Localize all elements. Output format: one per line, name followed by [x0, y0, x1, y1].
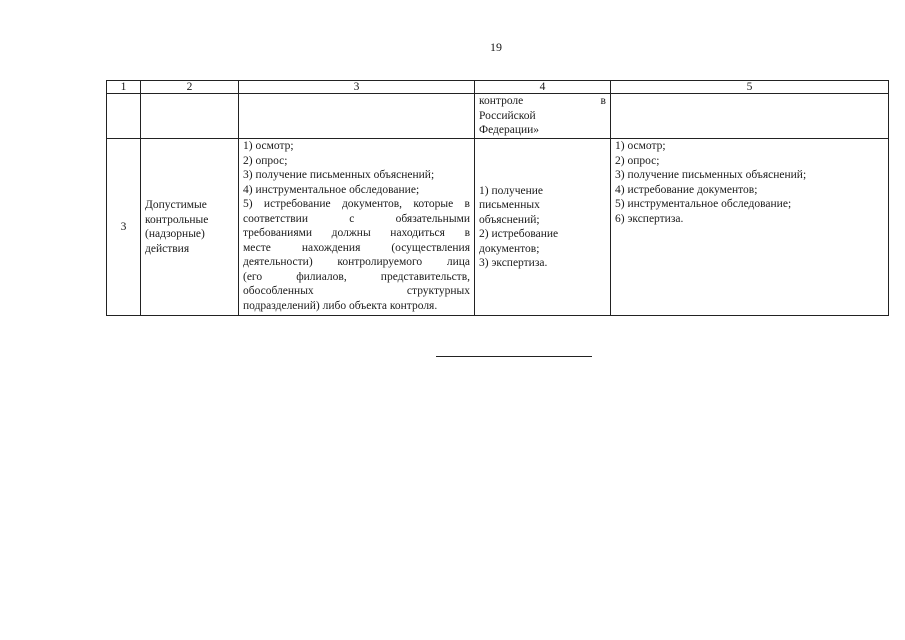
end-separator-line — [436, 356, 592, 357]
list-item: 5) истребование документов, которые в — [243, 198, 470, 210]
list-item: 4) инструментальное обследование; — [243, 183, 420, 196]
cont-text-line: контроле в — [479, 95, 606, 107]
list-item: 5) инструментальное обследование; — [615, 198, 792, 210]
cont-cell-4 — [475, 94, 611, 139]
list-item: 1) осмотр; — [243, 140, 294, 152]
column-number-1: 1 — [107, 81, 141, 94]
column-number-5: 5 — [611, 81, 889, 94]
column-number-3: 3 — [239, 81, 475, 94]
list-item: требованиями должны находиться в — [243, 227, 470, 239]
list-item: письменных — [479, 199, 540, 211]
list-item: месте нахождения (осуществления — [243, 241, 470, 254]
cont-cell-1 — [107, 94, 141, 139]
cont-text-line: Федерации» — [479, 124, 540, 136]
row-title-line: (надзорные) — [145, 228, 205, 240]
actions-list-col5 — [611, 139, 889, 316]
continuation-row — [107, 94, 889, 139]
main-row — [107, 139, 889, 316]
list-item: 4) истребование документов; — [615, 183, 758, 196]
list-item: подразделений) либо объекта контроля. — [243, 299, 438, 312]
list-item: 3) получение письменных объяснений; — [243, 169, 435, 181]
list-item: 1) осмотр; — [615, 140, 666, 152]
row-title — [141, 139, 239, 316]
row-title-line: контрольные — [145, 213, 209, 226]
cont-cell-5 — [611, 94, 889, 139]
cont-cell-2 — [141, 94, 239, 139]
requirements-table — [106, 80, 889, 316]
list-item: 2) опрос; — [243, 154, 288, 167]
column-number-4: 4 — [475, 81, 611, 94]
list-item: 3) получение письменных объяснений; — [615, 169, 807, 181]
actions-list-col4 — [475, 139, 611, 316]
cont-text-line: Российской — [479, 109, 536, 122]
list-item: (его филиалов, представительств, — [243, 270, 470, 283]
row-title-line: действия — [145, 242, 190, 255]
list-item: 6) экспертиза. — [615, 212, 684, 225]
list-item: обособленных структурных — [243, 285, 470, 297]
list-item: 1) получение — [479, 184, 543, 197]
row-title-line: Допустимые — [145, 199, 207, 211]
cont-cell-3 — [239, 94, 475, 139]
list-item: деятельности) контролируемого лица — [243, 256, 470, 268]
column-number-row — [107, 81, 889, 94]
list-item: 3) экспертиза. — [479, 257, 548, 269]
list-item: соответствии с обязательными — [243, 212, 470, 225]
list-item: 2) истребование — [479, 228, 559, 240]
list-item: документов; — [479, 242, 540, 255]
page-number: 19 — [490, 40, 502, 54]
column-number-2: 2 — [141, 81, 239, 94]
list-item: объяснений; — [479, 213, 540, 226]
row-number: 3 — [107, 139, 141, 316]
actions-list-col3 — [239, 139, 475, 316]
list-item: 2) опрос; — [615, 154, 660, 167]
